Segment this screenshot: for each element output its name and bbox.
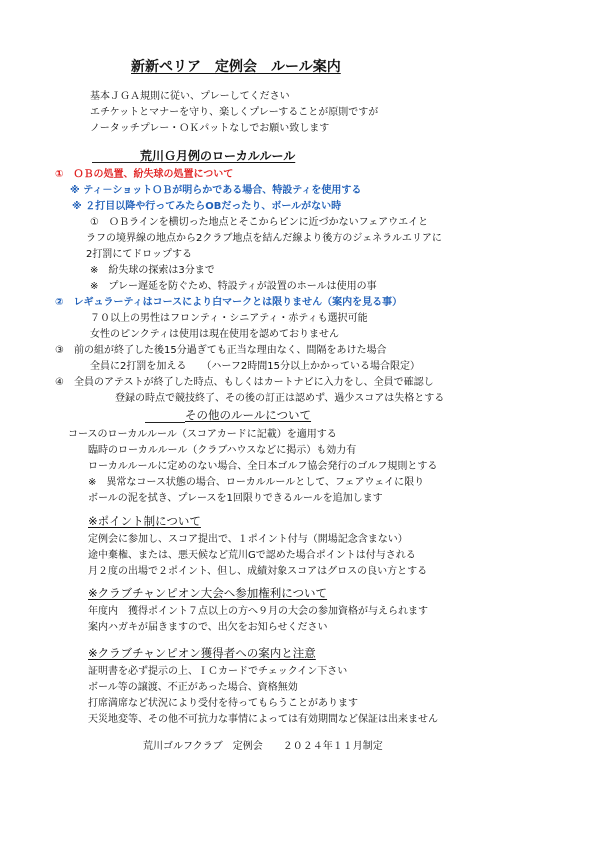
- rule3-line: 全員に2打罰を加える （ハーフ2時間15分以上かかっている場合限定）: [90, 361, 420, 372]
- points-line-1: 定例会に参加し、スコア提出で、１ポイント付与（開場記念含まない）: [88, 534, 408, 545]
- rule1-line-2: ラフの境界線の地点から2クラブ地点を結んだ線より後方のジェネラルエリアに: [86, 233, 442, 244]
- page-title: 新新ペリア 定例会 ルール案内: [131, 59, 341, 75]
- rule2-line-2: 女性のピンクティは使用は現在使用を認めておりません: [90, 329, 339, 340]
- other-rules-line-5: ボールの泥を拭き、プレースを1回限りできるルールを追加します: [88, 493, 383, 504]
- heading-rule-left-2: [145, 422, 185, 423]
- champion-notice-heading: ※クラブチャンピオン獲得者への案内と注意: [88, 646, 316, 660]
- other-rules-line-2: 臨時のローカルルール（クラブハウスなどに掲示）も効力有: [88, 445, 357, 456]
- club-champion-heading: ※クラブチャンピオン大会へ参加権利について: [88, 586, 328, 600]
- champion-notice-line-4: 天災地変等、その他不可抗力な事情によっては有効期間など保証は出来ません: [88, 714, 438, 725]
- other-rules-line-1: コースのローカルルール（スコアカードに記載）を適用する: [68, 429, 337, 440]
- rule1-title: ① ＯＢの処置、紛失球の処置について: [55, 169, 234, 180]
- local-rules-heading: 荒川Ｇ月例のローカルルール: [140, 149, 296, 163]
- rule1-line-4: ※ 紛失球の探索は3分まで: [90, 265, 215, 276]
- intro-line-2: エチケットとマナーを守り、楽しくプレーすることが原則ですが: [90, 107, 379, 118]
- champion-notice-line-2: ボール等の譲渡、不正があった場合、資格無効: [88, 682, 298, 693]
- rule4-line: 登録の時点で競技終了、その後の訂正は認めず、過少スコアは失格とする: [115, 393, 445, 404]
- rule2-line-1: ７０以上の男性はフロンティ・シニアティ・赤ティも選択可能: [90, 313, 368, 324]
- champion-notice-line-1: 証明書を必ず提示の上、ＩＣカードでチェックイン下さい: [88, 666, 348, 677]
- points-line-2: 途中棄権、または、悪天候など荒川Gで認めた場合ポイントは付与される: [88, 550, 416, 561]
- club-champion-line-1: 年度内 獲得ポイント７点以上の方へ９月の大会の参加資格が与えられます: [88, 606, 428, 617]
- intro-line-1: 基本ＪＧＡ規則に従い、プレーしてください: [90, 91, 290, 102]
- club-champion-line-2: 案内ハガキが届きますので、出欠をお知らせください: [88, 622, 328, 633]
- other-rules-line-4: ※ 異常なコース状態の場合、ローカルルールとして、フェアウェイに限り: [88, 477, 425, 488]
- rule1-line-5: ※ プレー遅延を防ぐため、特設ティが設置のホールは使用の事: [90, 281, 377, 292]
- footer-note: 荒川ゴルフクラブ 定例会 ２０２４年１１月制定: [143, 741, 383, 752]
- rule1-sub2: ※ ２打目以降や行ってみたらOBだったり、ボールがない時: [72, 201, 342, 212]
- champion-notice-line-3: 打席満席など状況により受付を待ってもらうことがあります: [88, 698, 358, 709]
- rule3-title: ③ 前の組が終了した後15分過ぎても正当な理由なく、間隔をあけた場合: [55, 345, 387, 356]
- other-rules-heading: その他のルールについて: [185, 408, 312, 422]
- rule1-sub1: ※ ティ－ショットＯＢが明らかである場合、特設ティを使用する: [70, 185, 362, 196]
- rule4-title: ④ 全員のアテストが終了した時点、もしくはカートナビに入力をし、全員で確認し: [55, 377, 434, 388]
- other-rules-line-3: ローカルルールに定めのない場合、全日本ゴルフ協会発行のゴルフ規則とする: [88, 461, 438, 472]
- rule1-line-3: 2打罰にてドロップする: [86, 249, 192, 260]
- points-heading: ※ポイント制について: [88, 514, 201, 528]
- heading-rule-left: [92, 162, 140, 163]
- intro-line-3: ノータッチプレー・ＯＫパットなしでお願い致します: [90, 123, 330, 134]
- rule1-line-1: ① ＯＢラインを横切った地点とそこからピンに近づかないフェアウエイと: [90, 217, 429, 228]
- points-line-3: 月２度の出場で２ポイント、但し、成績対象スコアはグロスの良い方とする: [88, 566, 428, 577]
- rule2-title: ② レギュラーティはコースにより白マークとは限りません（案内を見る事）: [55, 297, 403, 308]
